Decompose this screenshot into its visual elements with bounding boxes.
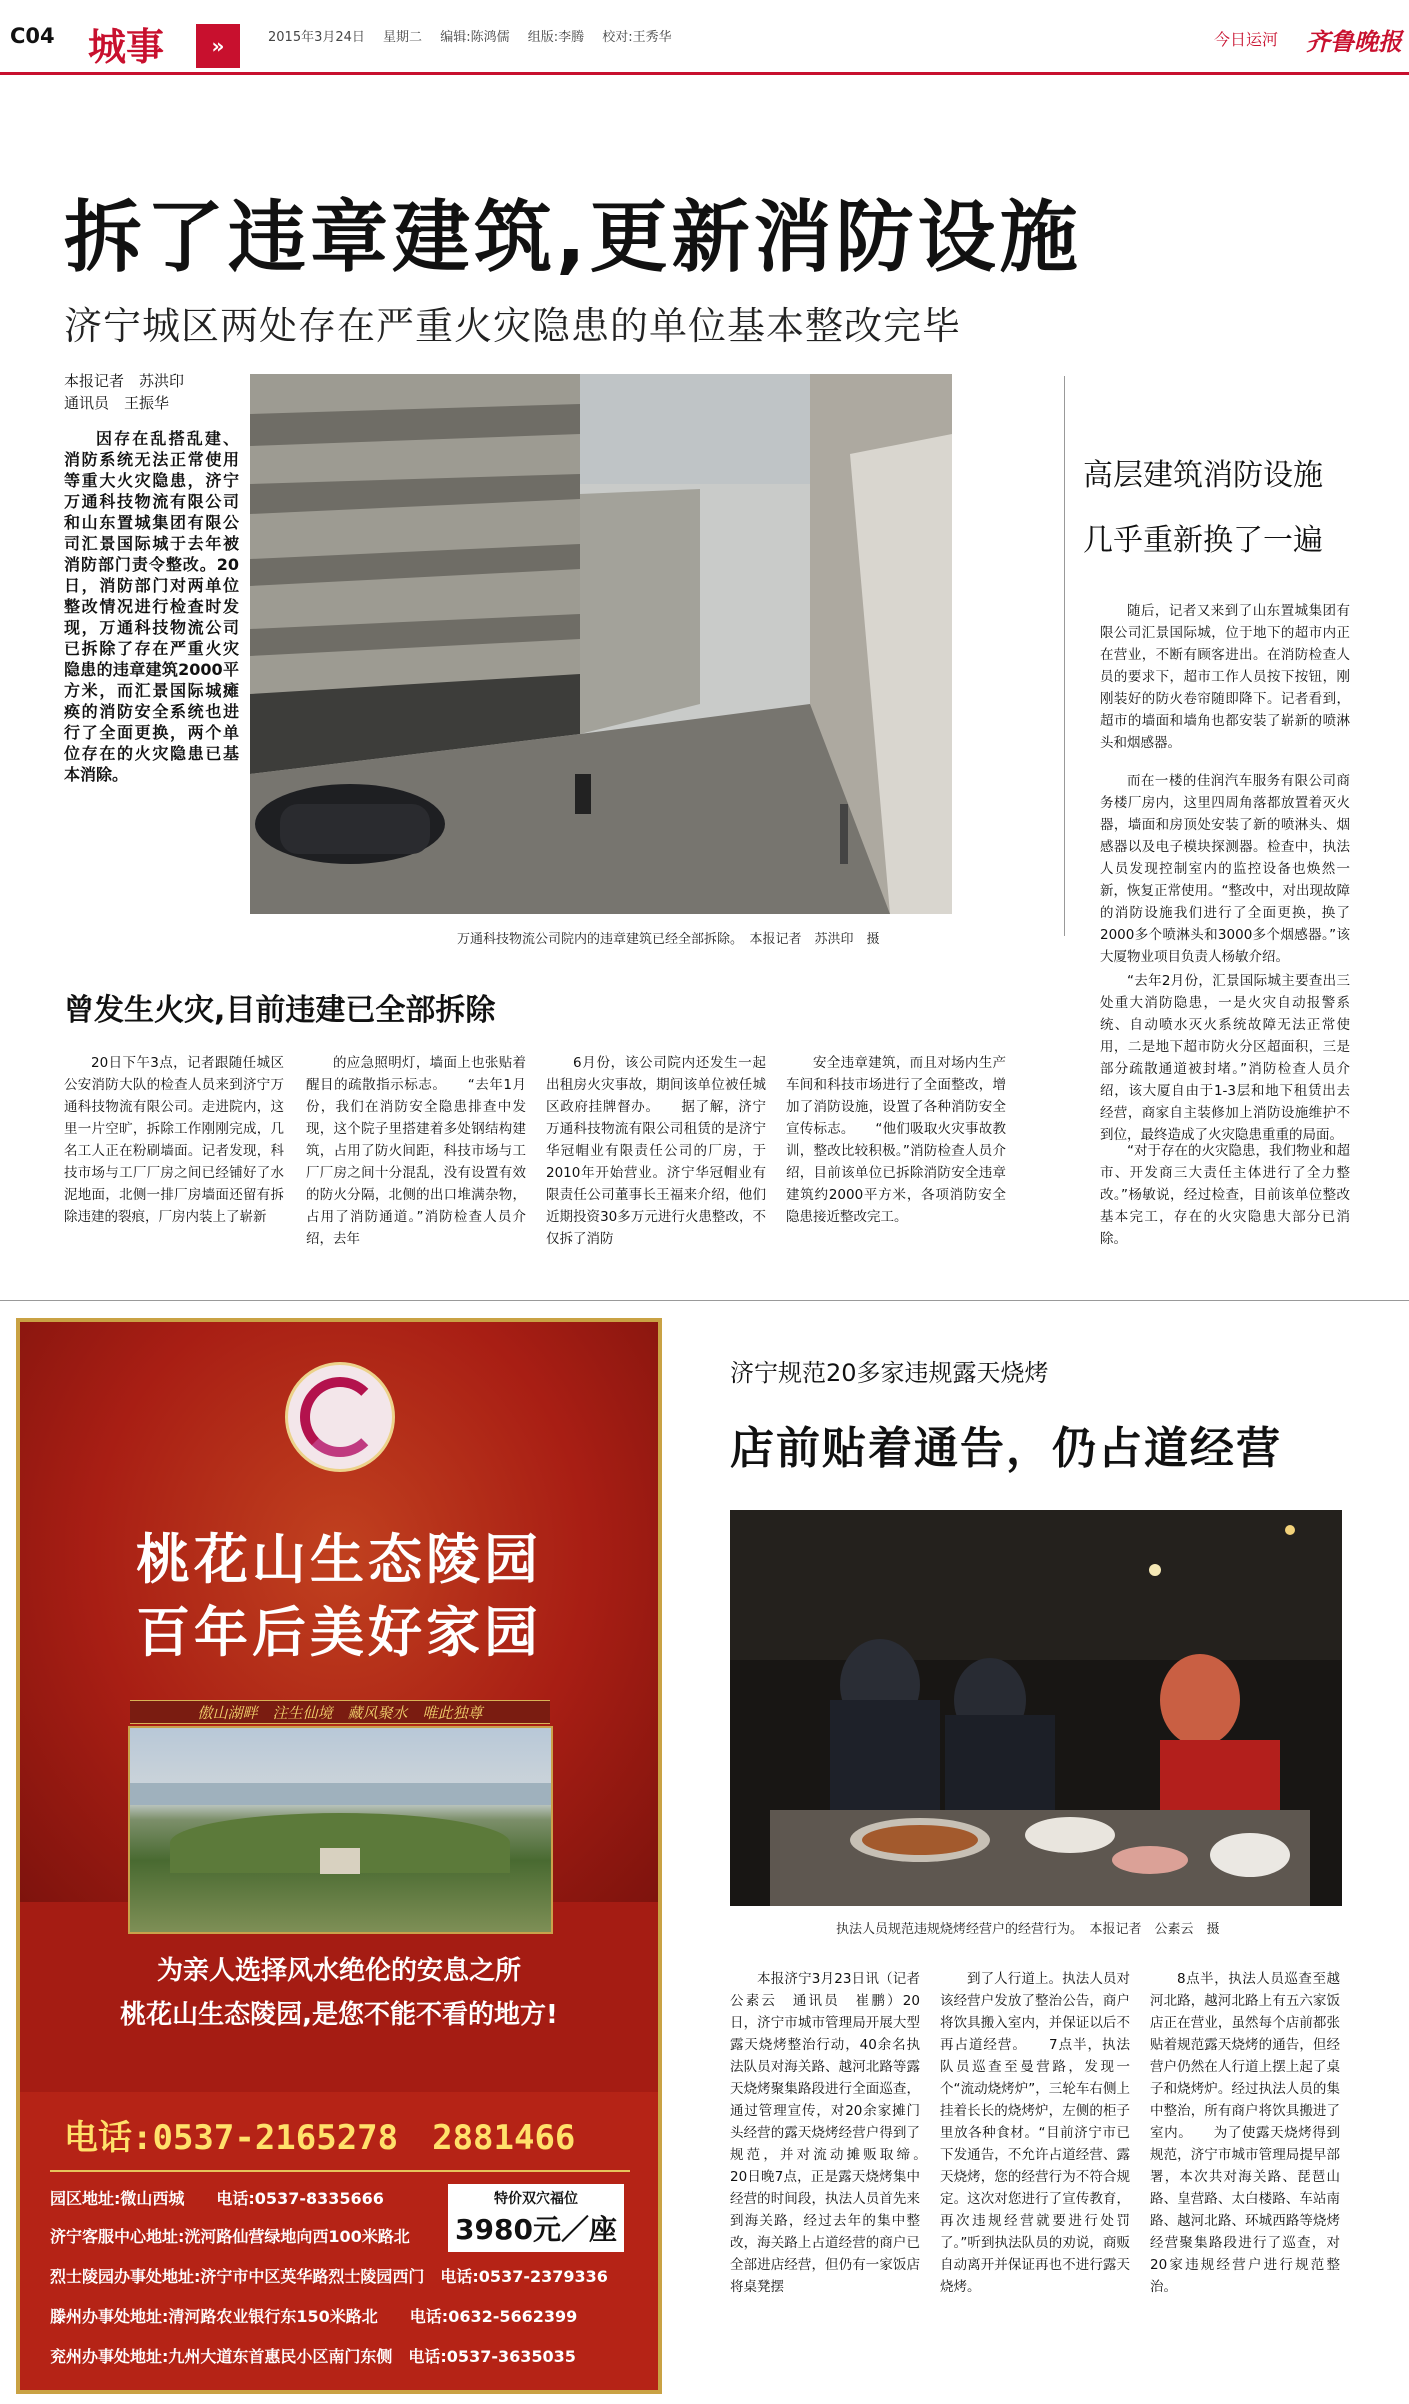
byline-reporter: 本报记者 苏洪印 <box>64 372 185 390</box>
ad-title-line2: 百年后美好家园 <box>136 1600 542 1664</box>
story1-subhead2-line2: 几乎重新换了一遍 <box>1083 523 1323 558</box>
story1-photo <box>250 374 952 914</box>
story1-col1: 20日下午3点，记者跟随任城区公安消防大队的检查人员来到济宁万通科技物流有限公司。走进院内，这里一片空旷，拆除工作刚刚完成，几名工人正在粉刷墙面。记者发现，科技市场与工厂厂房之间已经铺好了水泥地面，北侧一排厂房墙面还留有拆除违建的裂痕，厂房内装上了崭新 <box>64 1055 284 1225</box>
column-divider <box>1064 376 1065 936</box>
issue-date: 2015年3月24日 <box>268 30 365 45</box>
ad-tagline2: 桃花山生态陵园,是您不能不看的地方! <box>120 2000 558 2030</box>
section-divider <box>0 1300 1409 1301</box>
ad-tagline1: 为亲人选择风水绝伦的安息之所 <box>156 1956 521 1986</box>
ad-address: 烈士陵园办事处地址:济宁市中区英华路烈士陵园西门 电话:0537-2379336 <box>50 2267 608 2286</box>
page-header <box>0 0 1409 80</box>
ad-address: 园区地址:微山西城 电话:0537-8335666 <box>50 2189 384 2208</box>
story1-right-col-p3: “去年2月份，汇景国际城主要查出三处重大消防隐患，一是火灾自动报警系统、自动喷水灭火系统故障无法正常使用，二是地下超市防火分区超面积，三是部分疏散通道被封堵。”消防检查人员介绍，该大厦自由于1-3层和地下租赁出去经营，商家自主装修加上消防设施维护不到位，最终造成了火灾隐患重重的局面。 <box>1100 973 1350 1143</box>
story1-right-col-p1: 随后，记者又来到了山东置城集团有限公司汇景国际城，位于地下的超市内正在营业，不断有顾客进出。在消防检查人员的要求下，超市工作人员按下按钮，刚刚装好的防火卷帘随即降下。记者看到，超市的墙面和墙角也都安装了崭新的喷淋头和烟感器。 <box>1100 603 1350 751</box>
cemetery-logo-icon <box>285 1362 395 1472</box>
story1-subheadline: 济宁城区两处存在严重火灾隐患的单位基本整改完毕 <box>64 304 962 348</box>
building-photo <box>250 374 952 914</box>
story1-col4: 安全违章建筑，而且对场内生产车间和科技市场进行了全面整改，增加了消防设施，设置了各种消防安全宣传标志。 “他们吸取火灾事故教训，整改比较积极。”消防检查人员介绍，目前该单位已拆除消防安全违章建筑约2000平方米，各项消防安全隐患接近整改完工。 <box>786 1055 1006 1225</box>
story2-col2: 到了人行道上。执法人员对该经营户发放了整治公告，商户将饮具搬入室内，并保证以后不再占道经营。 7点半，执法队员巡查至曼营路，发现一个“流动烧烤炉”，三轮车右侧上挂着长长的烧烤炉，左侧的柜子里放各种食材。“目前济宁市已下发通告，不允许占道经营、露天烧烤，您的经营行为不符合规定。这次对您进行了宣传教育，再次违规经营就要进行处罚了。”听到执法队员的劝说，商贩自动离开并保证再也不进行露天烧烤。 <box>940 1971 1130 2295</box>
story2-kicker: 济宁规范20多家违规露天烧烤 <box>730 1359 1049 1387</box>
designer: 组版:李腾 <box>527 30 585 45</box>
ad-phone: 电话:0537-2165278 2881466 <box>64 2118 576 2158</box>
issue-meta <box>268 26 686 45</box>
story1-byline <box>64 370 184 414</box>
issue-weekday: 星期二 <box>383 30 423 45</box>
story1-subhead1: 曾发生火灾,目前违建已全部拆除 <box>64 993 496 1028</box>
story2-col1: 本报济宁3月23日讯（记者 公素云 通讯员 崔鹏）20日，济宁市城市管理局开展大型露天烧烤整治行动，40余名执法队员对海关路、越河北路等露天烧烤聚集路段进行全面巡查，通过管理宣传，对20余家摊门头经营的露天烧烤经营户得到了规范，并对流动摊贩取缔。 20日晚7点，正是露天烧烤集中经营的时间段，执法人员首先来到海关路，经过去年的集中整改，海关路上占道经营的商户已全部进店经营，但仍有一家饭店将桌凳摆 <box>730 1971 947 2295</box>
story1-lead: 因存在乱搭乱建、消防系统无法正常使用等重大火灾隐患，济宁万通科技物流有限公司和山东置城集团有限公司汇景国际城于去年被消防部门责令整改。20日，消防部门对两单位整改情况进行检查时发现，万通科技物流公司已拆除了存在严重火灾隐患的违章建筑2000平方米，而汇景国际城瘫痪的消防安全系统也进行了全面更换，两个单位存在的火灾隐患已基本消除。 <box>64 429 239 784</box>
story2-photo <box>730 1510 1342 1906</box>
page-number: C04 <box>10 24 55 48</box>
story1-headline: 拆了违章建筑,更新消防设施 <box>64 193 1082 283</box>
section-title: 城事 <box>88 24 165 69</box>
story1-right-col-p4: “对于存在的火灾隐患，我们物业和超市、开发商三大责任主体进行了全力整改。”杨敏说，经过检查，目前该单位整改基本完工，存在的火灾隐患大部分已消除。 <box>1100 1143 1350 1247</box>
newspaper-logo: 齐鲁晚报 <box>1306 27 1402 56</box>
proofreader: 校对:王秀华 <box>602 30 672 45</box>
story2-col3: 8点半，执法人员巡查至越河北路，越河北路上有五六家饭店正在营业，虽然每个店前都张贴着规范露天烧烤的通告，但经营户仍然在人行道上摆上起了桌子和烧烤炉。经过执法人员的集中整治，所有商户将饮具搬进了室内。 为了使露天烧烤得到规范，济宁市城市管理局提早部署，本次共对海关路、琵琶山路、皇营路、太白楼路、车站南路、越河北路、环城西路等烧烤经营聚集路段进行了巡查，对20家违规经营户进行规范整治。 <box>1150 1971 1340 2295</box>
section-arrow-icon: » <box>196 24 240 68</box>
story1-col3: 6月份，该公司院内还发生一起出租房火灾事故，期间该单位被任城区政府挂牌督办。 据了解，济宁万通科技物流有限公司租赁的是济宁华冠帽业有限责任公司的厂房，于2010年开始营业。济宁华冠帽业有限责任公司董事长王福来介绍，他们近期投资30多万元进行火患整改，不仅拆了消防 <box>546 1055 766 1247</box>
ad-slogan: 傲山湖畔 注生仙境 藏风聚水 唯此独尊 <box>130 1700 550 1724</box>
bbq-night-photo <box>730 1510 1342 1906</box>
header-rule <box>0 72 1409 75</box>
story2-photo-caption: 执法人员规范违规烧烤经营户的经营行为。 本报记者 公素云 摄 <box>836 1922 1220 1937</box>
ad-address: 兖州办事处地址:九州大道东首惠民小区南门东侧 电话:0537-3635035 <box>50 2347 576 2366</box>
ad-address: 滕州办事处地址:清河路农业银行东150米路北 电话:0632-5662399 <box>50 2307 578 2326</box>
ad-price-value: 3980元／座 <box>455 2213 617 2246</box>
ad-price-label: 特价双穴福位 <box>494 2191 578 2207</box>
advertisement <box>16 1318 662 2394</box>
ad-title-line1: 桃花山生态陵园 <box>136 1527 542 1591</box>
ad-address: 济宁客服中心地址:洸河路仙营绿地向西100米路北 <box>50 2227 410 2246</box>
ad-landscape-image <box>128 1726 553 1934</box>
byline-correspondent: 通讯员 王振华 <box>64 394 170 412</box>
story1-subhead2-line1: 高层建筑消防设施 <box>1083 458 1323 493</box>
story1-photo-caption: 万通科技物流公司院内的违章建筑已经全部拆除。 本报记者 苏洪印 摄 <box>457 932 880 947</box>
edition-label: 今日运河 <box>1214 30 1279 49</box>
ad-price-box <box>448 2184 624 2252</box>
story2-headline: 店前贴着通告，仍占道经营 <box>730 1423 1282 1474</box>
ad-contact-panel <box>20 2092 658 2394</box>
editor: 编辑:陈鸿儒 <box>440 30 510 45</box>
story1-right-col-p2: 而在一楼的佳润汽车服务有限公司商务楼厂房内，这里四周角落都放置着灭火器，墙面和房顶处安装了新的喷淋头、烟感器以及电子模块探测器。检查中，执法人员发现控制室内的监控设备也焕然一新，恢复正常使用。“整改中，对出现故障的消防设施我们进行了全面更换，换了2000多个喷淋头和3000多个烟感器。”该大厦物业项目负责人杨敏介绍。 <box>1100 773 1350 965</box>
story1-col2: 的应急照明灯，墙面上也张贴着醒目的疏散指示标志。 “去年1月份，我们在消防安全隐患排查中发现，这个院子里搭建着多处钢结构建筑，占用了防火间距，科技市场与工厂厂房之间十分混乱，没有设置有效的防火分隔，北侧的出口堆满杂物，占用了消防通道。”消防检查人员介绍，去年 <box>306 1055 526 1247</box>
